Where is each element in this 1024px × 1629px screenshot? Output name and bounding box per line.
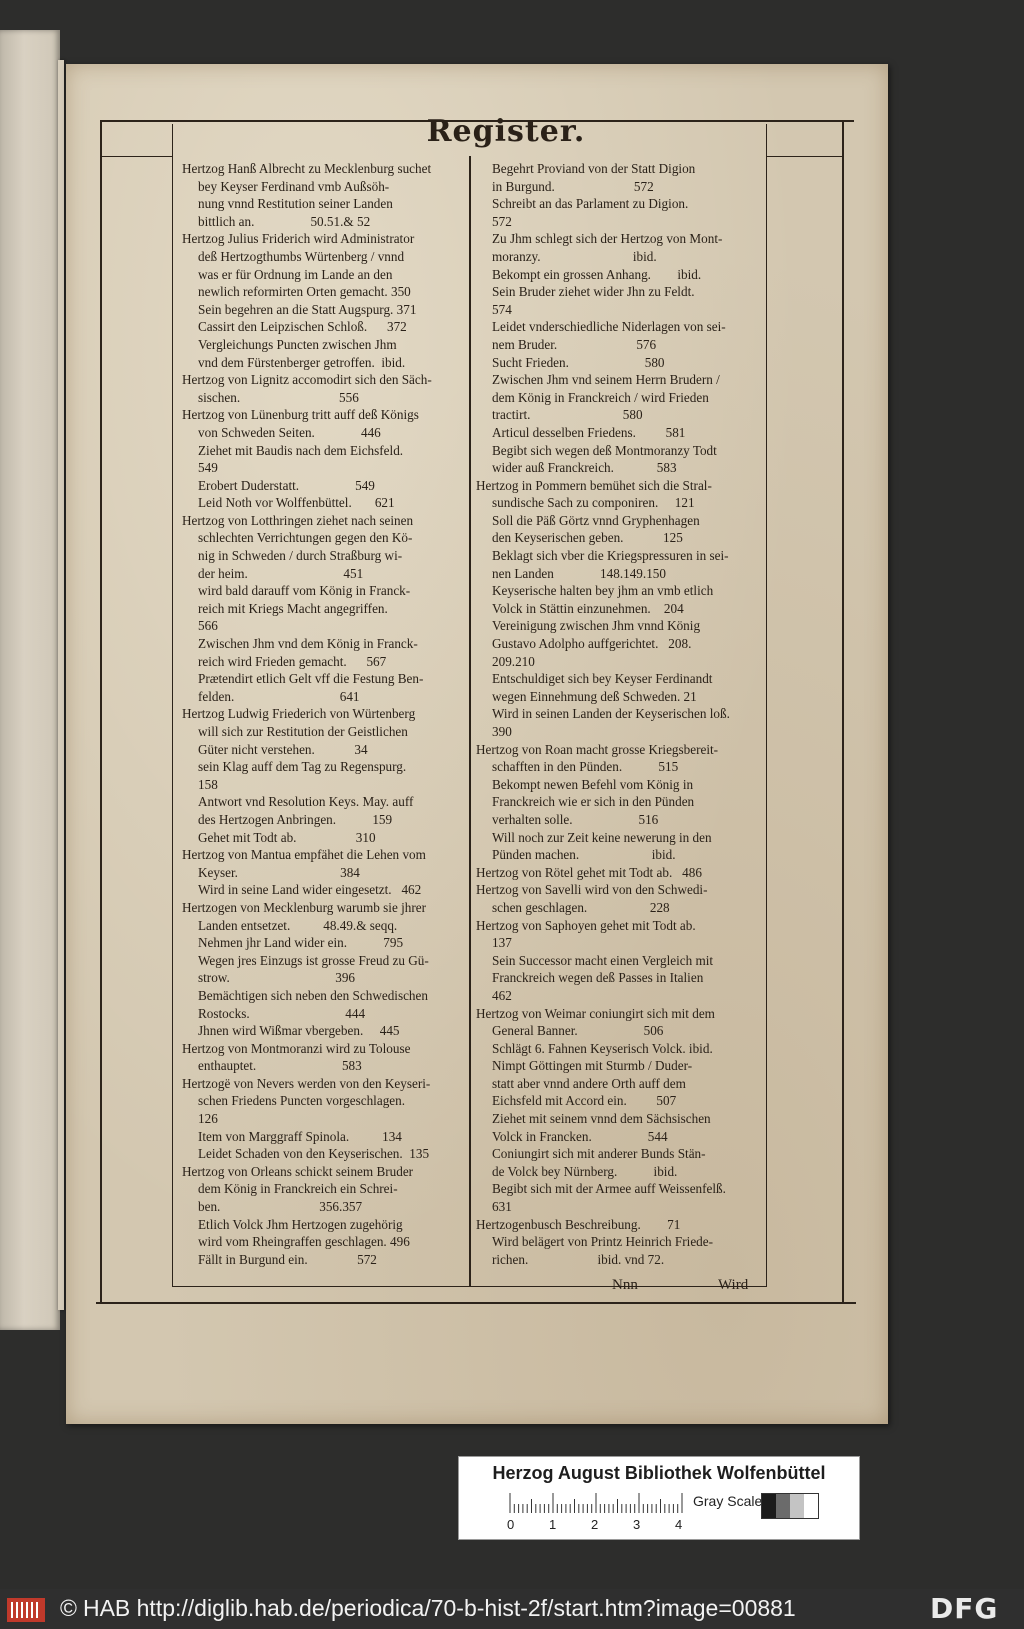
index-entry-line: Zwischen Jhm vnd dem König in Franck- — [198, 636, 418, 652]
index-entry-line: richen. ibid. vnd 72. — [492, 1251, 665, 1267]
index-entry-heading: Hertzogen von Mecklenburg warumb sie jhrer — [182, 899, 427, 915]
index-entry-line: in Burgund. 572 — [492, 178, 654, 194]
index-entry-line: Keyser. 384 — [198, 864, 360, 880]
index-entry-line: Nehmen jhr Land wider ein. 795 — [198, 935, 404, 951]
index-entry-line: Soll die Päß Görtz vnnd Gryphenhagen — [492, 512, 700, 528]
index-entry-line: Wird in seinen Landen der Keyserischen loß. — [492, 706, 730, 722]
index-entry-heading: Hertzogë von Nevers werden von den Keyseri- — [182, 1075, 431, 1091]
index-entry-line: Coniungirt sich mit anderer Bunds Stän- — [492, 1146, 706, 1162]
index-entry-line: Ziehet mit seinem vnnd dem Sächsischen — [492, 1111, 711, 1127]
source-credit — [60, 1595, 796, 1622]
index-entry-heading: Hertzog von Weimar coniungirt sich mit dem — [476, 1005, 715, 1021]
index-entry-line: 549 — [198, 460, 218, 476]
scale-number: 3 — [633, 1517, 641, 1532]
index-entry-line: Begibt sich wegen deß Montmoranzy Todt — [492, 442, 717, 458]
index-entry-line: Leidet vnderschiedliche Niderlagen von sei- — [492, 319, 726, 335]
index-entry-line: Wegen jres Einzugs ist grosse Freud zu Gü- — [198, 952, 429, 968]
signature-mark: Nnn — [612, 1277, 638, 1293]
frame-bottom-rule — [96, 1302, 856, 1304]
index-entry-line: reich wird Frieden gemacht. 567 — [198, 653, 387, 669]
index-entry-line: 158 — [198, 776, 218, 792]
index-entry-heading: Hertzog von Savelli wird von den Schwedi- — [476, 882, 708, 898]
index-entry-line: dem König in Franckreich / wird Frieden — [492, 389, 709, 405]
index-column-left — [182, 160, 482, 1268]
index-entry-line: sundische Sach zu componiren. 121 — [492, 495, 695, 511]
index-entry-line: Bekompt newen Befehl vom König in — [492, 776, 694, 792]
index-entry-line: strow. 396 — [198, 970, 356, 986]
dfg-logo: DFG — [930, 1592, 999, 1625]
index-entry-line: Franckreich wie er sich in den Pünden — [492, 794, 695, 810]
index-entry-line: verhalten solle. 516 — [492, 811, 659, 827]
index-entry-line: Zwischen Jhm vnd seinem Herrn Brudern / — [492, 372, 720, 388]
index-entry-line: Articul desselben Friedens. 581 — [492, 424, 686, 440]
catchword: Wird — [718, 1277, 749, 1293]
index-entry-line: Vereinigung zwischen Jhm vnnd König — [492, 618, 701, 634]
index-entry-line: bittlich an. 50.51.& 52 — [198, 213, 371, 229]
header-underline-right — [766, 156, 842, 157]
index-entry-heading: Hertzog von Rötel gehet mit Todt ab. 486 — [476, 864, 702, 880]
index-entry-line: nung vnnd Restitution seiner Landen — [198, 196, 393, 212]
index-entry-line: newlich reformirten Orten gemacht. 350 — [198, 284, 411, 300]
footer-bar — [0, 1589, 1024, 1629]
index-entry-line: was er für Ordnung im Lande an den — [198, 266, 393, 282]
index-entry-line: Gehet mit Todt ab. 310 — [198, 829, 376, 845]
index-entry-line: sischen. 556 — [198, 389, 359, 405]
index-entry-line: 574 — [492, 301, 512, 317]
index-entry-line: tractirt. 580 — [492, 407, 643, 423]
document-page — [66, 64, 888, 1424]
index-entry-line: Zu Jhm schlegt sich der Hertzog von Mont- — [492, 231, 723, 247]
index-entry-heading: Hertzogenbusch Beschreibung. 71 — [476, 1216, 681, 1232]
index-entry-line: de Volck bey Nürnberg. ibid. — [492, 1163, 678, 1179]
index-entry-line: Etlich Volck Jhm Hertzogen zugehörig — [198, 1216, 403, 1232]
index-entry-line: Güter nicht verstehen. 34 — [198, 741, 368, 757]
index-entry-line: wird bald darauff vom König in Franck- — [198, 583, 411, 599]
index-entry-line: schlechten Verrichtungen gegen den Kö- — [198, 530, 413, 546]
index-entry-line: Prætendirt etlich Gelt vff die Festung Ben- — [198, 671, 424, 687]
scale-number: 4 — [675, 1517, 683, 1532]
index-entry-line: Sucht Frieden. 580 — [492, 354, 665, 370]
index-entry-heading: Hertzog von Lotthringen ziehet nach seinen — [182, 512, 414, 528]
header-underline-left — [102, 156, 172, 157]
gray-patch-light — [790, 1494, 804, 1518]
index-entry-line: wird vom Rheingraffen geschlagen. 496 — [198, 1234, 410, 1250]
gray-patch-white — [804, 1494, 818, 1518]
index-entry-line: 566 — [198, 618, 218, 634]
index-entry-line: statt aber vnnd andere Orth auff dem — [492, 1075, 686, 1091]
index-entry-line: Schlägt 6. Fahnen Keyserisch Volck. ibid. — [492, 1040, 713, 1056]
index-entry-line: Beklagt sich vber die Kriegspressuren in sei- — [492, 548, 729, 564]
index-entry-line: Nimpt Göttingen mit Sturmb / Duder- — [492, 1058, 693, 1074]
index-entry-line: felden. 641 — [198, 688, 360, 704]
index-entry-line: Bekompt ein grossen Anhang. ibid. — [492, 266, 702, 282]
index-entry-line: Leidet Schaden von den Keyserischen. 135 — [198, 1146, 430, 1162]
index-entry-line: 137 — [492, 935, 512, 951]
index-entry-line: Gustavo Adolpho auffgerichtet. 208. — [492, 636, 692, 652]
index-entry-line: 572 — [492, 213, 512, 229]
page-title: Register. — [426, 114, 586, 149]
index-entry-line: Sein begehren an die Statt Augspurg. 371 — [198, 301, 417, 317]
index-entry-line: Jhnen wird Wißmar vbergeben. 445 — [198, 1023, 400, 1039]
index-entry-line: Antwort vnd Resolution Keys. May. auff — [198, 794, 414, 810]
index-entry-line: vnd dem Fürstenberger getroffen. ibid. — [198, 354, 406, 370]
index-entry-line: wegen Einnehmung deß Schweden. 21 — [492, 688, 697, 704]
index-column-right — [476, 160, 776, 1268]
index-entry-line: Vergleichungs Puncten zwischen Jhm — [198, 336, 397, 352]
index-entry-line: Begibt sich mit der Armee auff Weissenfelß. — [492, 1181, 726, 1197]
index-entry-line: ben. 356.357 — [198, 1199, 363, 1215]
index-entry-line: moranzy. ibid. — [492, 248, 657, 264]
index-entry-line: Sein Bruder ziehet wider Jhn zu Feldt. — [492, 284, 695, 300]
index-entry-line: nem Bruder. 576 — [492, 336, 657, 352]
ruler-scale — [509, 1491, 683, 1513]
library-name: Herzog August Bibliothek Wolfenbüttel — [492, 1463, 826, 1483]
index-entry-line: 390 — [492, 724, 512, 739]
scale-number: 2 — [591, 1517, 599, 1532]
index-entry-line: schafften in den Pünden. 515 — [492, 759, 679, 775]
index-entry-line: Pünden machen. ibid. — [492, 847, 676, 863]
index-entry-line: Cassirt den Leipzischen Schloß. 372 — [198, 319, 407, 335]
index-entry-line: Erobert Duderstatt. 549 — [198, 477, 375, 493]
index-entry-line: Eichsfeld mit Accord ein. 507 — [492, 1093, 677, 1109]
index-entry-line: 462 — [492, 987, 512, 1003]
gray-patch-black — [762, 1494, 776, 1518]
index-entry-heading: Hertzog Ludwig Friederich von Würtenberg — [182, 706, 416, 722]
index-entry-heading: Hertzog von Lünenburg tritt auff deß Königs — [182, 407, 419, 423]
index-entry-line: den Keyserischen geben. 125 — [492, 530, 683, 546]
index-entry-line: Item von Marggraff Spinola. 134 — [198, 1128, 402, 1144]
source-url-link[interactable]: HAB http://diglib.hab.de/periodica/70-b-hist-2f/start.htm?image=00881 — [82, 1595, 796, 1621]
index-entry-line: Keyserische halten bey jhm an vmb etlich — [492, 583, 714, 599]
index-entry-line: Entschuldiget sich bey Keyser Ferdinandt — [492, 671, 713, 687]
index-entry-line: des Hertzogen Anbringen. 159 — [198, 811, 393, 827]
gray-scale-label: Gray Scale — [693, 1493, 763, 1509]
frame-right-rule — [842, 120, 844, 1302]
index-entry-line: Schreibt an das Parlament zu Digion. — [492, 196, 689, 212]
index-entry-line: Volck in Francken. 544 — [492, 1128, 668, 1144]
index-entry-line: reich mit Kriegs Macht angegriffen. — [198, 600, 388, 616]
index-entry-line: Will noch zur Zeit keine newerung in den — [492, 829, 712, 845]
gray-scale-patches — [761, 1493, 819, 1519]
index-entry-line: nig in Schweden / durch Straßburg wi- — [198, 548, 403, 564]
index-entry-line: Fällt in Burgund ein. 572 — [198, 1251, 377, 1267]
frame-left-rule — [100, 120, 102, 1302]
copyright-symbol: © — [60, 1595, 77, 1621]
index-entry-line: Begehrt Proviand von der Statt Digion — [492, 161, 696, 176]
adjacent-page-edge — [0, 30, 60, 1330]
index-entry-line: schen Friedens Puncten vorgeschlagen. — [198, 1093, 406, 1109]
index-entry-heading: Hertzog von Montmoranzi wird zu Tolouse — [182, 1040, 411, 1056]
index-entry-line: Sein Successor macht einen Vergleich mit — [492, 952, 714, 968]
index-entry-line: Landen entsetzet. 48.49.& seqq. — [198, 917, 398, 933]
scale-number: 0 — [507, 1517, 515, 1532]
index-entry-line: von Schweden Seiten. 446 — [198, 424, 381, 440]
index-entry-line: Volck in Stättin einzunehmen. 204 — [492, 600, 684, 616]
margin-left-rule — [172, 124, 173, 1286]
index-entry-line: Rostocks. 444 — [198, 1005, 366, 1021]
index-entry-heading: Hertzog Julius Friderich wird Administrator — [182, 231, 415, 247]
color-reference-card — [458, 1456, 860, 1540]
index-entry-line: bey Keyser Ferdinand vmb Außsöh- — [198, 178, 390, 194]
index-entry-line: 126 — [198, 1111, 218, 1127]
index-entry-line: der heim. 451 — [198, 565, 364, 581]
index-entry-line: Ziehet mit Baudis nach dem Eichsfeld. — [198, 442, 404, 458]
index-entry-line: Bemächtigen sich neben den Schwedischen — [198, 987, 428, 1003]
index-entry-line: General Banner. 506 — [492, 1023, 664, 1039]
index-entry-heading: Hertzog von Roan macht grosse Kriegsbereit- — [476, 741, 719, 757]
index-entry-line: Wird in seine Land wider eingesetzt. 462 — [198, 882, 422, 898]
index-entry-line: Franckreich wegen deß Passes in Italien — [492, 970, 704, 986]
index-entry-line: wider auß Franckreich. 583 — [492, 460, 677, 476]
hab-logo-icon — [6, 1597, 46, 1623]
index-entry-line: Wird belägert von Printz Heinrich Friede- — [492, 1234, 714, 1250]
index-entry-heading: Hertzog von Saphoyen gehet mit Todt ab. — [476, 917, 696, 933]
bottom-inner-rule — [172, 1286, 767, 1287]
index-entry-line: schen geschlagen. 228 — [492, 899, 670, 915]
index-entry-line: nen Landen 148.149.150 — [492, 565, 666, 581]
index-entry-line: 631 — [492, 1199, 512, 1215]
scale-number: 1 — [549, 1517, 557, 1532]
index-entry-line: enthauptet. 583 — [198, 1058, 362, 1074]
index-entry-line: Leid Noth vor Wolffenbüttel. 621 — [198, 495, 395, 511]
index-entry-line: sein Klag auff dem Tag zu Regenspurg. — [198, 759, 407, 775]
index-entry-line: deß Hertzogthumbs Würtenberg / vnnd — [198, 248, 405, 264]
index-entry-line: will sich zur Restitution der Geistlichen — [198, 724, 408, 739]
index-entry-line: 209.210 — [492, 653, 535, 669]
index-entry-heading: Hertzog Hanß Albrecht zu Mecklenburg suchet — [182, 161, 432, 176]
gray-patch-dark — [776, 1494, 790, 1518]
index-entry-heading: Hertzog von Mantua empfähet die Lehen vom — [182, 847, 426, 863]
scale-numbers — [507, 1517, 687, 1533]
index-entry-heading: Hertzog in Pommern bemühet sich die Stral- — [476, 477, 712, 493]
index-entry-heading: Hertzog von Lignitz accomodirt sich den Säch- — [182, 372, 432, 388]
index-entry-line: dem König in Franckreich ein Schrei- — [198, 1181, 398, 1197]
index-entry-heading: Hertzog von Orleans schickt seinem Bruder — [182, 1163, 414, 1179]
